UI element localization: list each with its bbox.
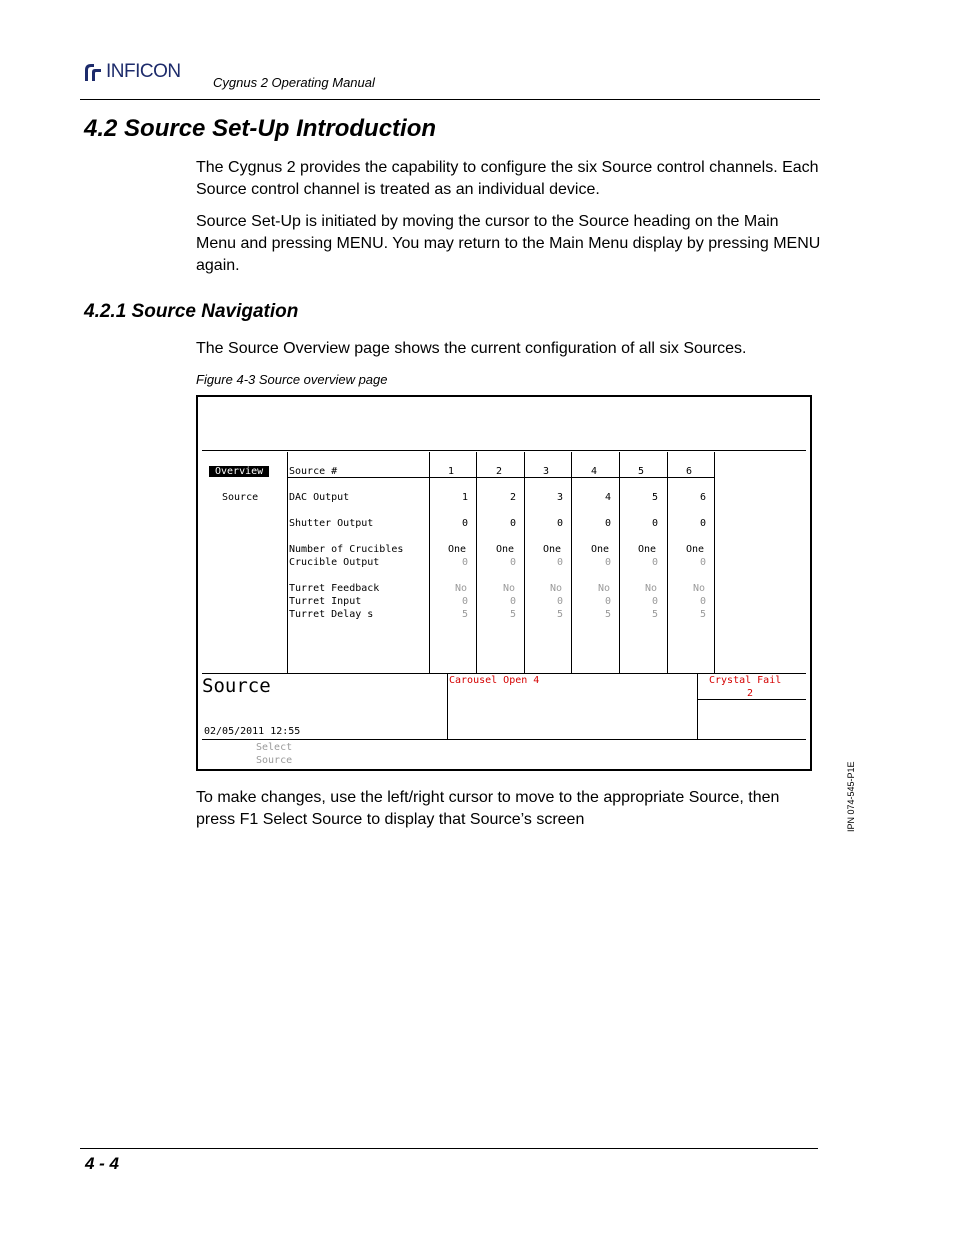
alert-crystal-fail-number: 2 [747, 688, 754, 699]
table-col-divider-label [287, 452, 288, 673]
turret-feedback-value: No [645, 583, 658, 594]
crucibles-value[interactable]: One [591, 544, 610, 555]
dac-value[interactable]: 5 [652, 492, 659, 503]
shutter-value[interactable]: 0 [652, 518, 659, 529]
dac-value[interactable]: 4 [605, 492, 612, 503]
table-col-divider-2 [476, 452, 477, 673]
shutter-value[interactable]: 0 [557, 518, 564, 529]
screen-title: Source [202, 675, 271, 697]
row-label-number-of-crucibles: Number of Crucibles [289, 544, 404, 555]
column-header-1[interactable]: 1 [448, 466, 455, 477]
crucible-output-value: 0 [557, 557, 564, 568]
alert-crystal-fail: Crystal Fail [709, 675, 782, 686]
dac-value[interactable]: 1 [462, 492, 469, 503]
turret-input-value: 0 [557, 596, 564, 607]
manual-title: Cygnus 2 Operating Manual [213, 75, 375, 90]
shutter-value[interactable]: 0 [605, 518, 612, 529]
turret-input-value: 0 [700, 596, 707, 607]
turret-delay-value: 5 [510, 609, 517, 620]
turret-delay-value: 5 [605, 609, 612, 620]
softkey-select-source-line1[interactable]: Select [256, 742, 293, 753]
crucible-output-value: 0 [700, 557, 707, 568]
crucible-output-value: 0 [510, 557, 517, 568]
shutter-value[interactable]: 0 [700, 518, 707, 529]
dac-value[interactable]: 3 [557, 492, 564, 503]
crucible-output-value: 0 [652, 557, 659, 568]
subsection-intro: The Source Overview page shows the current configuration of all six Sources. [196, 340, 747, 357]
crucible-output-value: 0 [605, 557, 612, 568]
crucibles-value[interactable]: One [496, 544, 515, 555]
column-header-6[interactable]: 6 [686, 466, 693, 477]
crucibles-value[interactable]: One [686, 544, 705, 555]
brand-name: INFICON [106, 61, 181, 82]
crucibles-value[interactable]: One [543, 544, 562, 555]
softkey-select-source-line2[interactable]: Source [256, 755, 293, 766]
column-header-5[interactable]: 5 [638, 466, 645, 477]
turret-feedback-value: No [693, 583, 706, 594]
turret-feedback-value: No [503, 583, 516, 594]
softkey-divider [202, 739, 806, 740]
row-label-turret-feedback: Turret Feedback [289, 583, 380, 594]
turret-delay-value: 5 [557, 609, 564, 620]
footer-divider-right [697, 673, 698, 739]
row-label-dac-output: DAC Output [289, 492, 350, 503]
turret-feedback-value: No [455, 583, 468, 594]
turret-feedback-value: No [550, 583, 563, 594]
ipn-code: IPN 074-545-P1E [846, 761, 856, 832]
row-label-crucible-output: Crucible Output [289, 557, 380, 568]
row-label-shutter-output: Shutter Output [289, 518, 374, 529]
table-col-divider-1 [429, 452, 430, 673]
table-col-divider-4 [571, 452, 572, 673]
shutter-value[interactable]: 0 [510, 518, 517, 529]
screen-datetime: 02/05/2011 12:55 [204, 726, 301, 737]
turret-delay-value: 5 [700, 609, 707, 620]
section-title: 4.2 Source Set-Up Introduction [84, 115, 437, 142]
turret-input-value: 0 [605, 596, 612, 607]
page-number: 4 - 4 [85, 1154, 120, 1173]
footer-rule [80, 1148, 818, 1149]
table-col-divider-5 [619, 452, 620, 673]
menu-overview-tab[interactable]: Overview [209, 465, 269, 478]
crucibles-value[interactable]: One [448, 544, 467, 555]
turret-input-value: 0 [462, 596, 469, 607]
figure-caption: Figure 4-3 Source overview page [196, 372, 388, 387]
column-header-4[interactable]: 4 [591, 466, 598, 477]
crucible-output-value: 0 [462, 557, 469, 568]
shutter-value[interactable]: 0 [462, 518, 469, 529]
row-label-turret-input: Turret Input [289, 596, 362, 607]
turret-delay-value: 5 [462, 609, 469, 620]
inficon-logo [82, 59, 181, 85]
column-header-3[interactable]: 3 [543, 466, 550, 477]
column-header-2[interactable]: 2 [496, 466, 503, 477]
table-header-label: Source # [289, 466, 338, 477]
alert-carousel-open: Carousel Open 4 [449, 675, 540, 686]
footer-divider-left [447, 673, 448, 739]
after-figure-text: To make changes, use the left/right cursor to move to the appropriate Source, then press F1 Select Source to display that Source’s screen [196, 789, 780, 828]
table-col-divider-6 [667, 452, 668, 673]
crucibles-value[interactable]: One [638, 544, 657, 555]
source-overview-screen [196, 395, 812, 771]
row-label-turret-delay: Turret Delay s [289, 609, 374, 620]
turret-delay-value: 5 [652, 609, 659, 620]
screen-top-divider [202, 450, 806, 451]
dac-value[interactable]: 2 [510, 492, 517, 503]
section-paragraph-2: Source Set-Up is initiated by moving the cursor to the Source heading on the Main Menu and pressing MENU. You may return to the Main Menu display by pressing MENU again. [196, 213, 821, 274]
subsection-title: 4.2.1 Source Navigation [84, 301, 299, 322]
turret-input-value: 0 [652, 596, 659, 607]
table-col-divider-3 [524, 452, 525, 673]
dac-value[interactable]: 6 [700, 492, 707, 503]
menu-source-item[interactable]: Source [222, 492, 259, 503]
table-col-divider-7 [714, 452, 715, 673]
turret-input-value: 0 [510, 596, 517, 607]
turret-feedback-value: No [598, 583, 611, 594]
header-rule [80, 99, 820, 100]
section-paragraph-1: The Cygnus 2 provides the capability to configure the six Source control channels. Each Source control channel is treated as an individual device. [196, 159, 819, 198]
inficon-logo-mark-icon [82, 61, 104, 83]
